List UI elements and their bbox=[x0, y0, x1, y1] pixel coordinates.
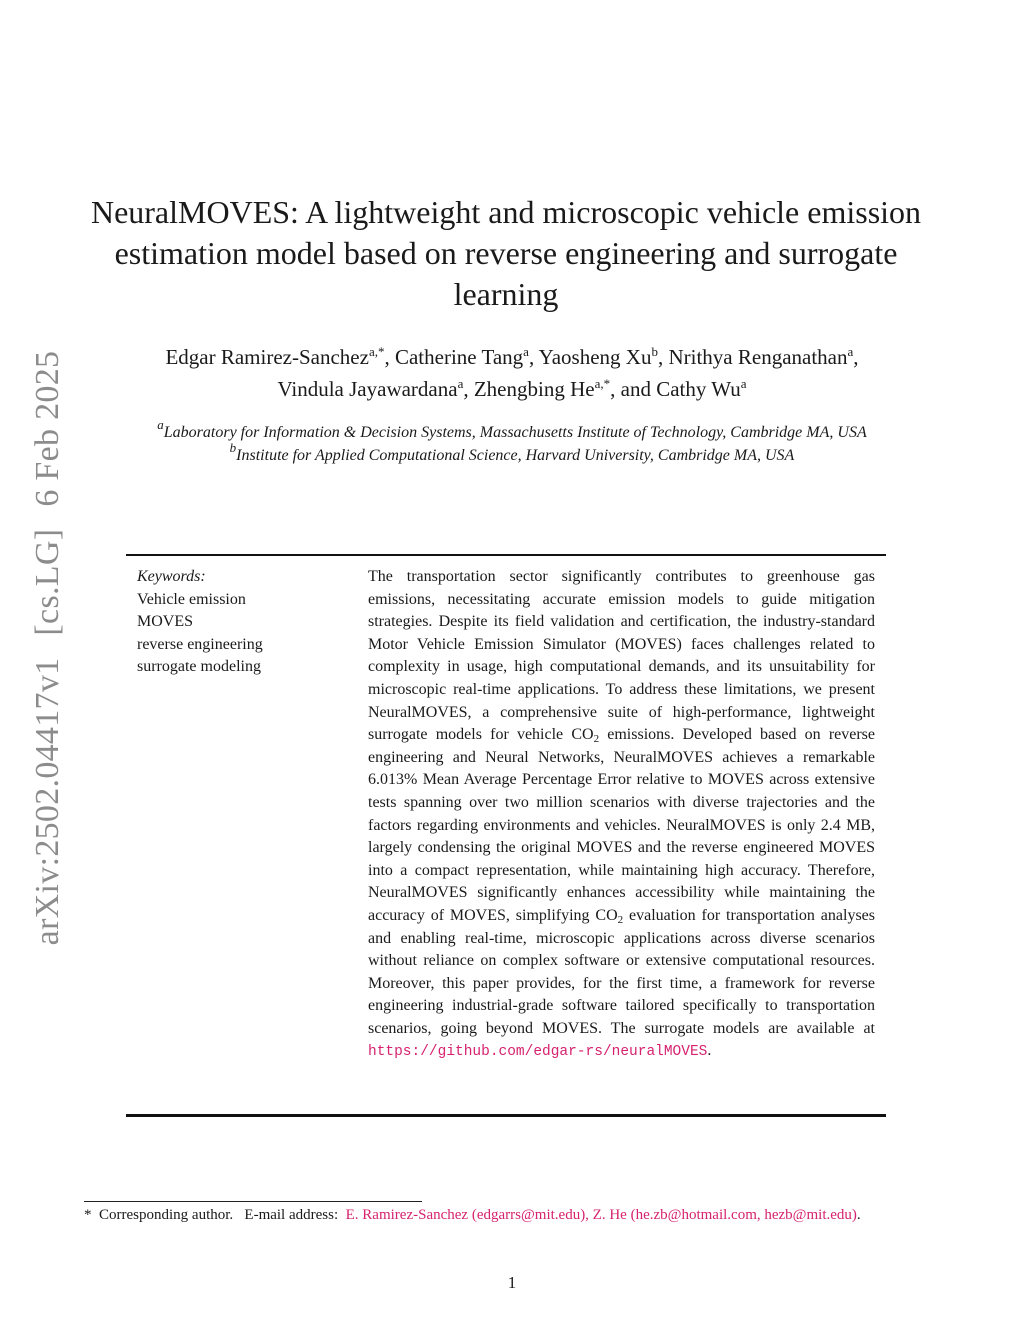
arxiv-date: 6 Feb 2025 bbox=[29, 350, 66, 507]
author-conjunction: and bbox=[620, 377, 651, 401]
keywords-label: Keywords: bbox=[137, 568, 206, 585]
author-name: Cathy Wu bbox=[656, 377, 741, 401]
keyword: Vehicle emission bbox=[137, 590, 246, 608]
affiliation-mark: b bbox=[229, 440, 237, 455]
footnote-text: Corresponding author. bbox=[99, 1207, 234, 1223]
abstract-end: . bbox=[707, 1042, 712, 1060]
contact-emails[interactable]: E. Ramirez-Sanchez (edgarrs@mit.edu), Z. He (he.zb@hotmail.com, hezb@mit.edu) bbox=[345, 1207, 857, 1223]
affiliation-text: Institute for Applied Computational Science, Harvard University, Cambridge MA, USA bbox=[236, 447, 795, 464]
footnote-mark: * bbox=[84, 1207, 92, 1223]
footnote-end: . bbox=[856, 1207, 861, 1223]
author-affil-mark: a bbox=[457, 376, 464, 391]
subscript: 2 bbox=[617, 913, 624, 926]
author-affil-mark: a bbox=[740, 376, 747, 391]
affiliation-text: Laboratory for Information & Decision Systems, Massachusetts Institute of Technology, Cambridge MA, USA bbox=[163, 424, 867, 441]
keywords-block bbox=[137, 566, 337, 679]
author-affil-mark: b bbox=[651, 344, 658, 359]
abstract-top-rule bbox=[126, 554, 886, 556]
author-name: Nrithya Renganathan bbox=[668, 345, 848, 369]
affiliation-line bbox=[60, 440, 964, 467]
abstract-part: The transportation sector significantly contributes to greenhouse gas emissions, necessitating accurate emission models to guide mitigation strategies. Despite its field validation and certification, the industry-standard Motor Vehicle Emission Simulator (MOVES) faces challenges related to complexity in usage, high computational demands, and its unsuitability for microscopic real-time applications. To address these limitations, we present NeuralMOVES, a comprehensive suite of high-performance, lightweight surrogate models for vehicle CO bbox=[368, 568, 875, 744]
footnote bbox=[84, 1205, 930, 1226]
affiliations bbox=[60, 417, 964, 467]
author-name: Zhengbing He bbox=[473, 377, 595, 401]
abstract-text bbox=[368, 566, 875, 1064]
author-name: Vindula Jayawardana bbox=[277, 377, 458, 401]
subscript: 2 bbox=[593, 733, 600, 746]
keyword: reverse engineering bbox=[137, 635, 263, 653]
github-link[interactable]: https://github.com/edgar-rs/neuralMOVES bbox=[368, 1044, 708, 1061]
author-affil-mark: a bbox=[523, 344, 529, 359]
arxiv-category: [cs.LG] bbox=[29, 528, 66, 636]
abstract-bottom-rule bbox=[126, 1114, 886, 1117]
arxiv-id[interactable]: arXiv:2502.04417v1 bbox=[29, 657, 66, 946]
author-name: Yaosheng Xu bbox=[538, 345, 652, 369]
author-affil-mark: a,* bbox=[368, 344, 385, 359]
keyword: surrogate modeling bbox=[137, 658, 261, 676]
keyword: MOVES bbox=[137, 613, 194, 631]
author-affil-mark: a bbox=[847, 344, 854, 359]
email-label: E-mail address: bbox=[244, 1207, 339, 1223]
author-list: Edgar Ramirez-Sanchez$^{a,*}$, Catherine Tang$^a$, Yaosheng Xu$^b$, Nrithya Renganathan$^a$, Vindula Jayawardana$^a$, Zhengbing $He^{a,*}$, and Cathy Wu$^a$ bbox=[165, 344, 859, 401]
footnote-rule bbox=[84, 1201, 422, 1202]
author-affil-mark: a,* bbox=[594, 376, 611, 391]
abstract-part: emissions. Developed based on reverse engineering and Neural Networks, NeuralMOVES achieves a remarkable 6.013% Mean Average Percentage Error relative to MOVES across extensive tests spanning over two million scenarios with diverse trajectories and the factors regarding environments and vehicles. NeuralMOVES is only 2.4 MB, largely condensing the original MOVES and the reverse engineered MOVES into a compact representation, while maintaining high accuracy. Therefore, NeuralMOVES significantly enhances accessibility while maintaining the accuracy of MOVES, simplifying CO bbox=[368, 726, 876, 924]
author-name: Catherine Tang bbox=[394, 345, 524, 369]
abstract-part: evaluation for transportation analyses and enabling real-time, microscopic applications across diverse scenarios without reliance on complex software or extensive computational resources. Moreover, this paper provides, for the first time, a framework for reverse engineering industrial-grade software tailored specifically to transportation scenarios, going beyond MOVES. The surrogate models are available at bbox=[368, 906, 875, 1037]
author-name: Edgar Ramirez-Sanchez bbox=[165, 345, 369, 369]
paper-title: NeuralMOVES: A lightweight and microscopic vehicle emission estimation model based on reverse engineering and surrogate learning bbox=[90, 194, 922, 312]
page-number: 1 bbox=[507, 1273, 517, 1292]
affiliation-line bbox=[60, 417, 964, 444]
affiliation-mark: a bbox=[157, 417, 164, 432]
